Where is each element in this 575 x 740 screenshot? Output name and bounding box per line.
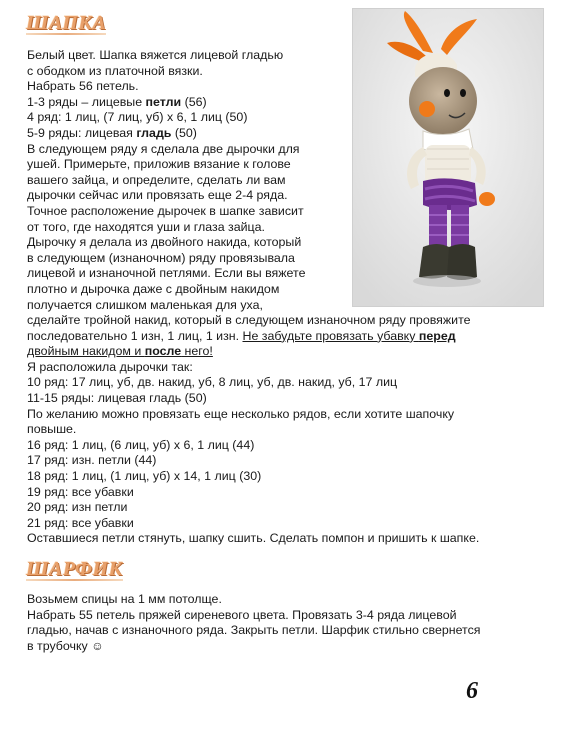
text-line: Я расположила дырочки так: (27, 359, 193, 374)
text-line: Точное расположение дырочек в шапке зависит (27, 203, 304, 218)
text-line: Набрать 55 петель пряжей сиреневого цвета. Провязать 3-4 ряда лицевой (27, 607, 457, 622)
text-span: последовательно 1 изн, 1 лиц, 1 изн. (27, 328, 243, 343)
scarf-heading: ШАРФИК (26, 558, 123, 580)
bold-underlined-text: после (144, 344, 182, 359)
text-line: 18 ряд: 1 лиц, (1 лиц, уб) х 14, 1 лиц (30) (27, 469, 262, 484)
text-line: По желанию можно провязать еще несколько рядов, если хотите шапочку (27, 406, 455, 421)
text-line: 10 ряд: 17 лиц, уб, дв. накид, уб, 8 лиц, уб, дв. накид, уб, 17 лиц (27, 375, 398, 390)
text-line: дырочки сейчас или провязать еще 2-4 ряда. (27, 188, 288, 203)
text-line: Возьмем спицы на 1 мм потолще. (27, 592, 222, 606)
text-line (27, 329, 479, 345)
bold-text: петли (145, 94, 182, 109)
scarf-instructions (27, 592, 481, 654)
text-line: В следующем ряду я сделала две дырочки для (27, 141, 300, 156)
text-line: 17 ряд: изн. петли (44) (27, 453, 157, 468)
text-line (27, 344, 479, 360)
text-line: 11-15 ряды: лицевая гладь (50) (27, 391, 207, 406)
underlined-text: Не забудьте провязать убавку (242, 328, 419, 343)
bold-underlined-text: перед (418, 328, 456, 343)
text-line: Оставшиеся петли стянуть, шапку сшить. Сделать помпон и пришить к шапке. (27, 531, 480, 546)
knitted-bunny-illustration (353, 9, 543, 306)
hat-heading: ШАПКА (26, 12, 107, 34)
text-line: лицевой и изнаночной петлями. Если вы вяжете (27, 266, 306, 281)
text-span: 5-9 ряды: лицевая (27, 125, 137, 140)
text-line: 19 ряд: все убавки (27, 484, 134, 499)
page-number: 6 (466, 678, 478, 704)
text-span: 1-3 ряды – лицевые (27, 94, 146, 109)
text-line: 20 ряд: изн петли (27, 500, 128, 515)
text-line: повыше. (27, 422, 77, 437)
text-line: в трубочку ☺ (27, 638, 104, 653)
text-line: получается слишком маленькая для уха, (27, 297, 263, 312)
text-line: ушей. Примерьте, приложив вязание к голове (27, 157, 291, 172)
text-line: Белый цвет. Шапка вяжется лицевой гладью (27, 48, 284, 62)
bold-text: гладь (136, 125, 172, 140)
bunny-toy-photo (352, 8, 544, 307)
text-line: с ободком из платочной вязки. (27, 63, 203, 78)
text-line: Дырочку я делала из двойного накида, который (27, 235, 302, 250)
text-line: гладью, начав с изнаночного ряда. Закрыть петли. Шарфик стильно свернется (27, 623, 481, 638)
text-line: сделайте тройной накид, который в следующем изнаночном ряду провяжите (27, 313, 471, 328)
text-line: Набрать 56 петель. (27, 79, 139, 94)
underlined-text: него! (181, 344, 213, 359)
text-line: в следующем (изнаночном) ряду провязывала (27, 250, 295, 265)
text-line: от того, где находятся уши и глаза зайца. (27, 219, 265, 234)
text-span: (56) (181, 94, 207, 109)
text-line: 4 ряд: 1 лиц, (7 лиц, уб) х 6, 1 лиц (50) (27, 110, 248, 125)
text-line: 21 ряд: все убавки (27, 515, 134, 530)
text-span: (50) (171, 125, 197, 140)
text-line: плотно и дырочка даже с двойным накидом (27, 281, 280, 296)
text-line: 16 ряд: 1 лиц, (6 лиц, уб) х 6, 1 лиц (44) (27, 437, 255, 452)
underlined-text: двойным накидом и (27, 344, 145, 359)
text-line: вашего зайца, и определите, сделать ли вам (27, 172, 286, 187)
